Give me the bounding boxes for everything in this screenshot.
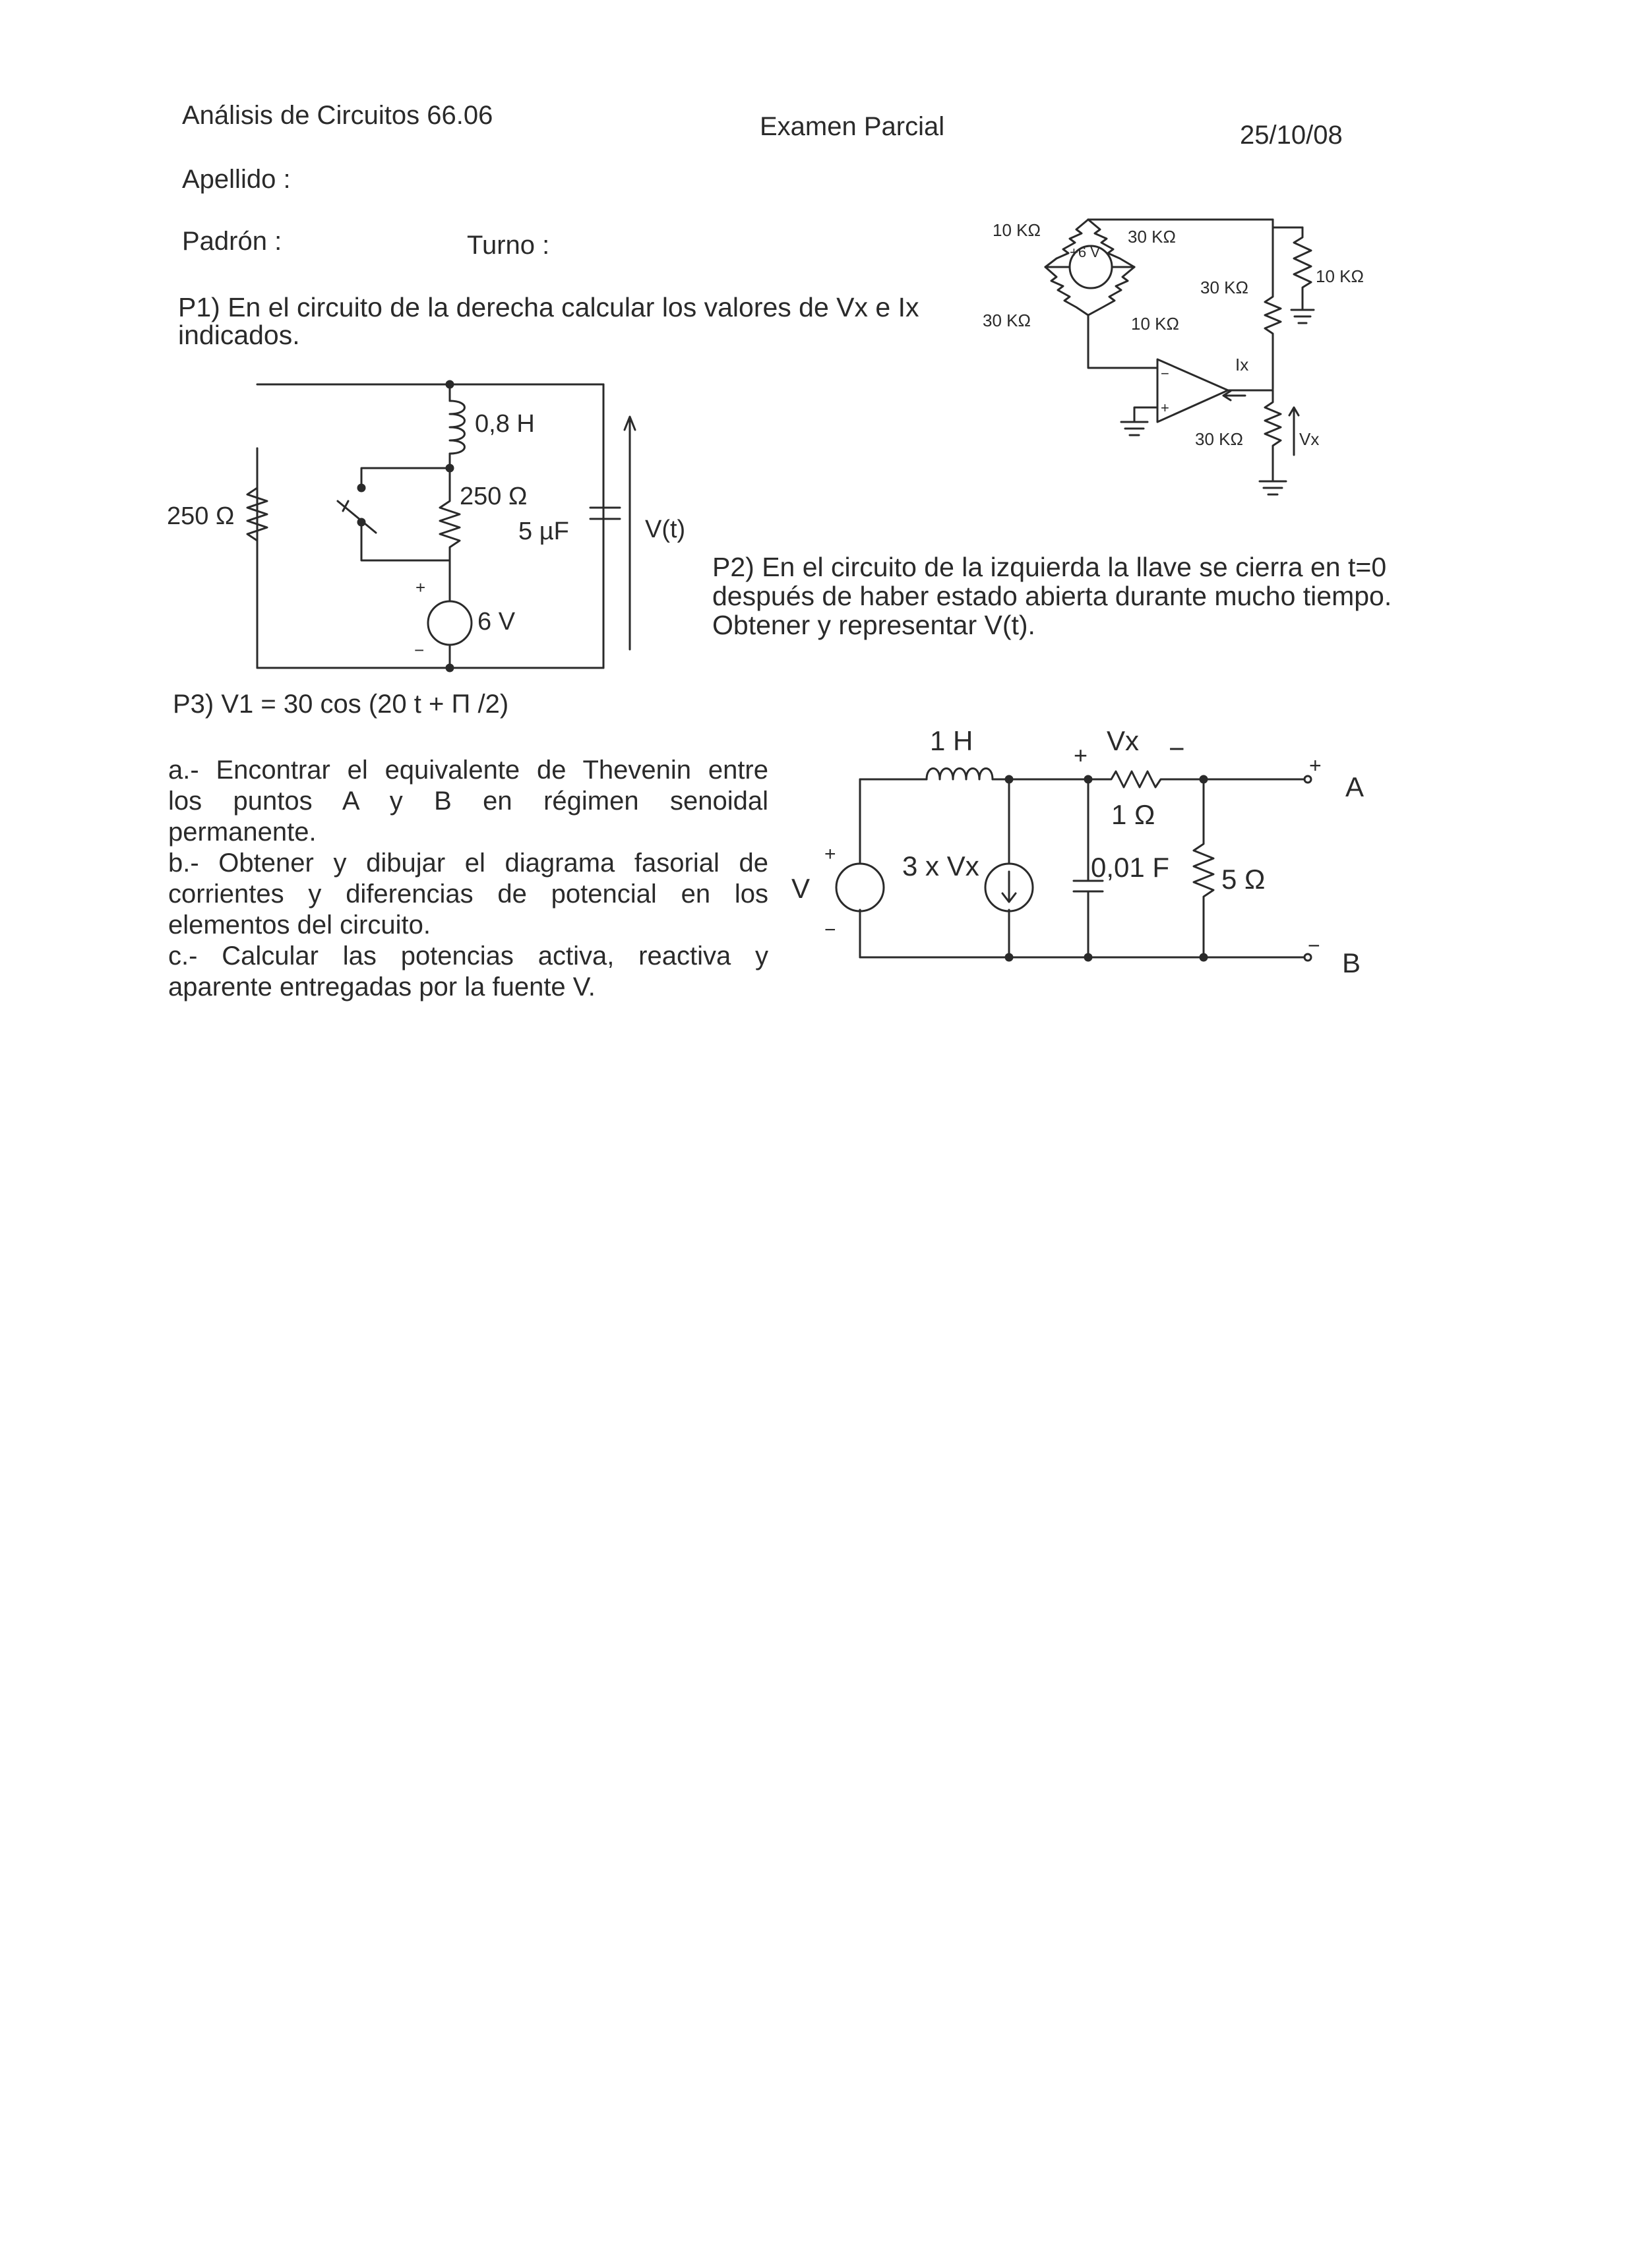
p1-label-ix: Ix (1235, 355, 1249, 374)
p2-text-line1: P2) En el circuito de la izquierda la llave se cierra en t=0 (712, 552, 1387, 582)
p3-label-node-a: A (1345, 771, 1364, 802)
p3-b-line2: corrientes y diferencias de potencial en los (168, 880, 768, 909)
p3-c-line2: aparente entregadas por la fuente V. (168, 972, 596, 1001)
p3-label-node-b: B (1342, 947, 1361, 978)
course-title: Análisis de Circuitos 66.06 (182, 101, 493, 130)
p2-label-source: 6 V (477, 608, 516, 636)
p3-r1 (1088, 771, 1204, 787)
p3-label-vx-plus: + (1074, 742, 1088, 769)
p1-r-bottom (1265, 390, 1281, 481)
p1-label-plus: + (1161, 400, 1169, 416)
p1-r-right (1294, 227, 1311, 310)
p3-label-vx: Vx (1107, 725, 1140, 756)
p3-a-line3: permanente. (168, 818, 317, 847)
p2-switch (338, 501, 450, 560)
p1-label-r-bottom-left: 30 KΩ (983, 311, 1031, 330)
p3-label-vx-minus: − (1169, 733, 1185, 764)
p3-b-line3: elementos del circuito. (168, 910, 431, 940)
p2-inductor (450, 401, 465, 454)
p3-voltage-source (836, 864, 884, 911)
p2-label-inductor: 0,8 H (475, 410, 535, 438)
exam-title: Examen Parcial (760, 112, 945, 141)
p1-label-r-bottom: 30 KΩ (1195, 429, 1243, 449)
p2-label-cap: 5 µF (518, 518, 569, 545)
p1-label-r-right: 10 KΩ (1316, 266, 1364, 286)
p1-label-r-bottom-right: 10 KΩ (1131, 314, 1179, 334)
p1-label-r-top-right: 30 KΩ (1128, 227, 1176, 247)
p3-a-line2: los puntos A y B en régimen senoidal (168, 787, 768, 816)
p2-label-vt: V(t) (645, 516, 686, 543)
p1-text-line1: P1) En el circuito de la derecha calcular los valores de Vx e Ix (178, 292, 919, 322)
p3-label-r5: 5 Ω (1221, 864, 1266, 895)
p1-text-line2: indicados. (178, 320, 300, 350)
p3-r5 (1194, 779, 1213, 957)
p1-label-minus: − (1161, 365, 1169, 382)
p1-ix-arrow (1223, 391, 1245, 400)
p2-label-r-left: 250 Ω (167, 502, 235, 530)
p2-vt-arrow (625, 417, 635, 649)
p1-ground-right (1291, 310, 1314, 323)
p2-r-left (247, 488, 267, 560)
p3-title: P3) V1 = 30 cos (20 t + Π /2) (173, 690, 509, 719)
p1-r-mid (1265, 290, 1281, 389)
p3-label-cap: 0,01 F (1091, 852, 1170, 883)
p1-label-source: +6 V (1070, 244, 1100, 260)
p2-circuit (247, 381, 635, 671)
p3-label-a-plus: + (1309, 754, 1322, 777)
p1-circuit (1045, 220, 1314, 494)
p3-label-dep-source: 3 x Vx (902, 850, 979, 881)
p1-r-bottom-left (1045, 267, 1088, 315)
p2-r-mid (440, 468, 460, 580)
exam-date: 25/10/08 (1240, 121, 1343, 150)
p3-inductor (927, 769, 993, 780)
p3-label-b-minus: − (1308, 934, 1320, 957)
p3-c-line1: c.- Calcular las potencias activa, reactiva y (168, 941, 768, 970)
p2-label-plus: + (415, 578, 426, 597)
p2-capacitor (590, 384, 620, 668)
p1-vx-arrow (1289, 407, 1299, 455)
p3-label-source: V (791, 873, 811, 904)
p2-voltage-source (428, 601, 472, 645)
p2-text-line2: después de haber estado abierta durante mucho tiempo. (712, 581, 1392, 611)
p2-text-line3: Obtener y representar V(t). (712, 610, 1035, 640)
p3-dep-source-arrow (1002, 872, 1016, 902)
p1-ground-bottom (1260, 481, 1286, 494)
p3-label-src-plus: + (824, 843, 836, 865)
p3-label-inductor: 1 H (930, 725, 973, 756)
p1-label-r-mid: 30 KΩ (1200, 278, 1248, 297)
p3-label-r1: 1 Ω (1111, 799, 1155, 830)
p3-label-src-minus: − (824, 919, 836, 941)
p2-label-r-mid: 250 Ω (460, 483, 528, 510)
p1-label-r-top-left: 10 KΩ (993, 220, 1041, 240)
p2-label-minus: − (414, 640, 425, 660)
p1-ground-left (1121, 422, 1148, 435)
p3-b-line1: b.- Obtener y dibujar el diagrama fasorial de (168, 849, 768, 878)
padron-label: Padrón : (182, 227, 282, 256)
p3-a-line1: a.- Encontrar el equivalente de Thevenin entre (168, 756, 768, 785)
turno-label: Turno : (467, 231, 550, 260)
apellido-label: Apellido : (182, 165, 291, 194)
p1-label-vx: Vx (1299, 429, 1320, 449)
